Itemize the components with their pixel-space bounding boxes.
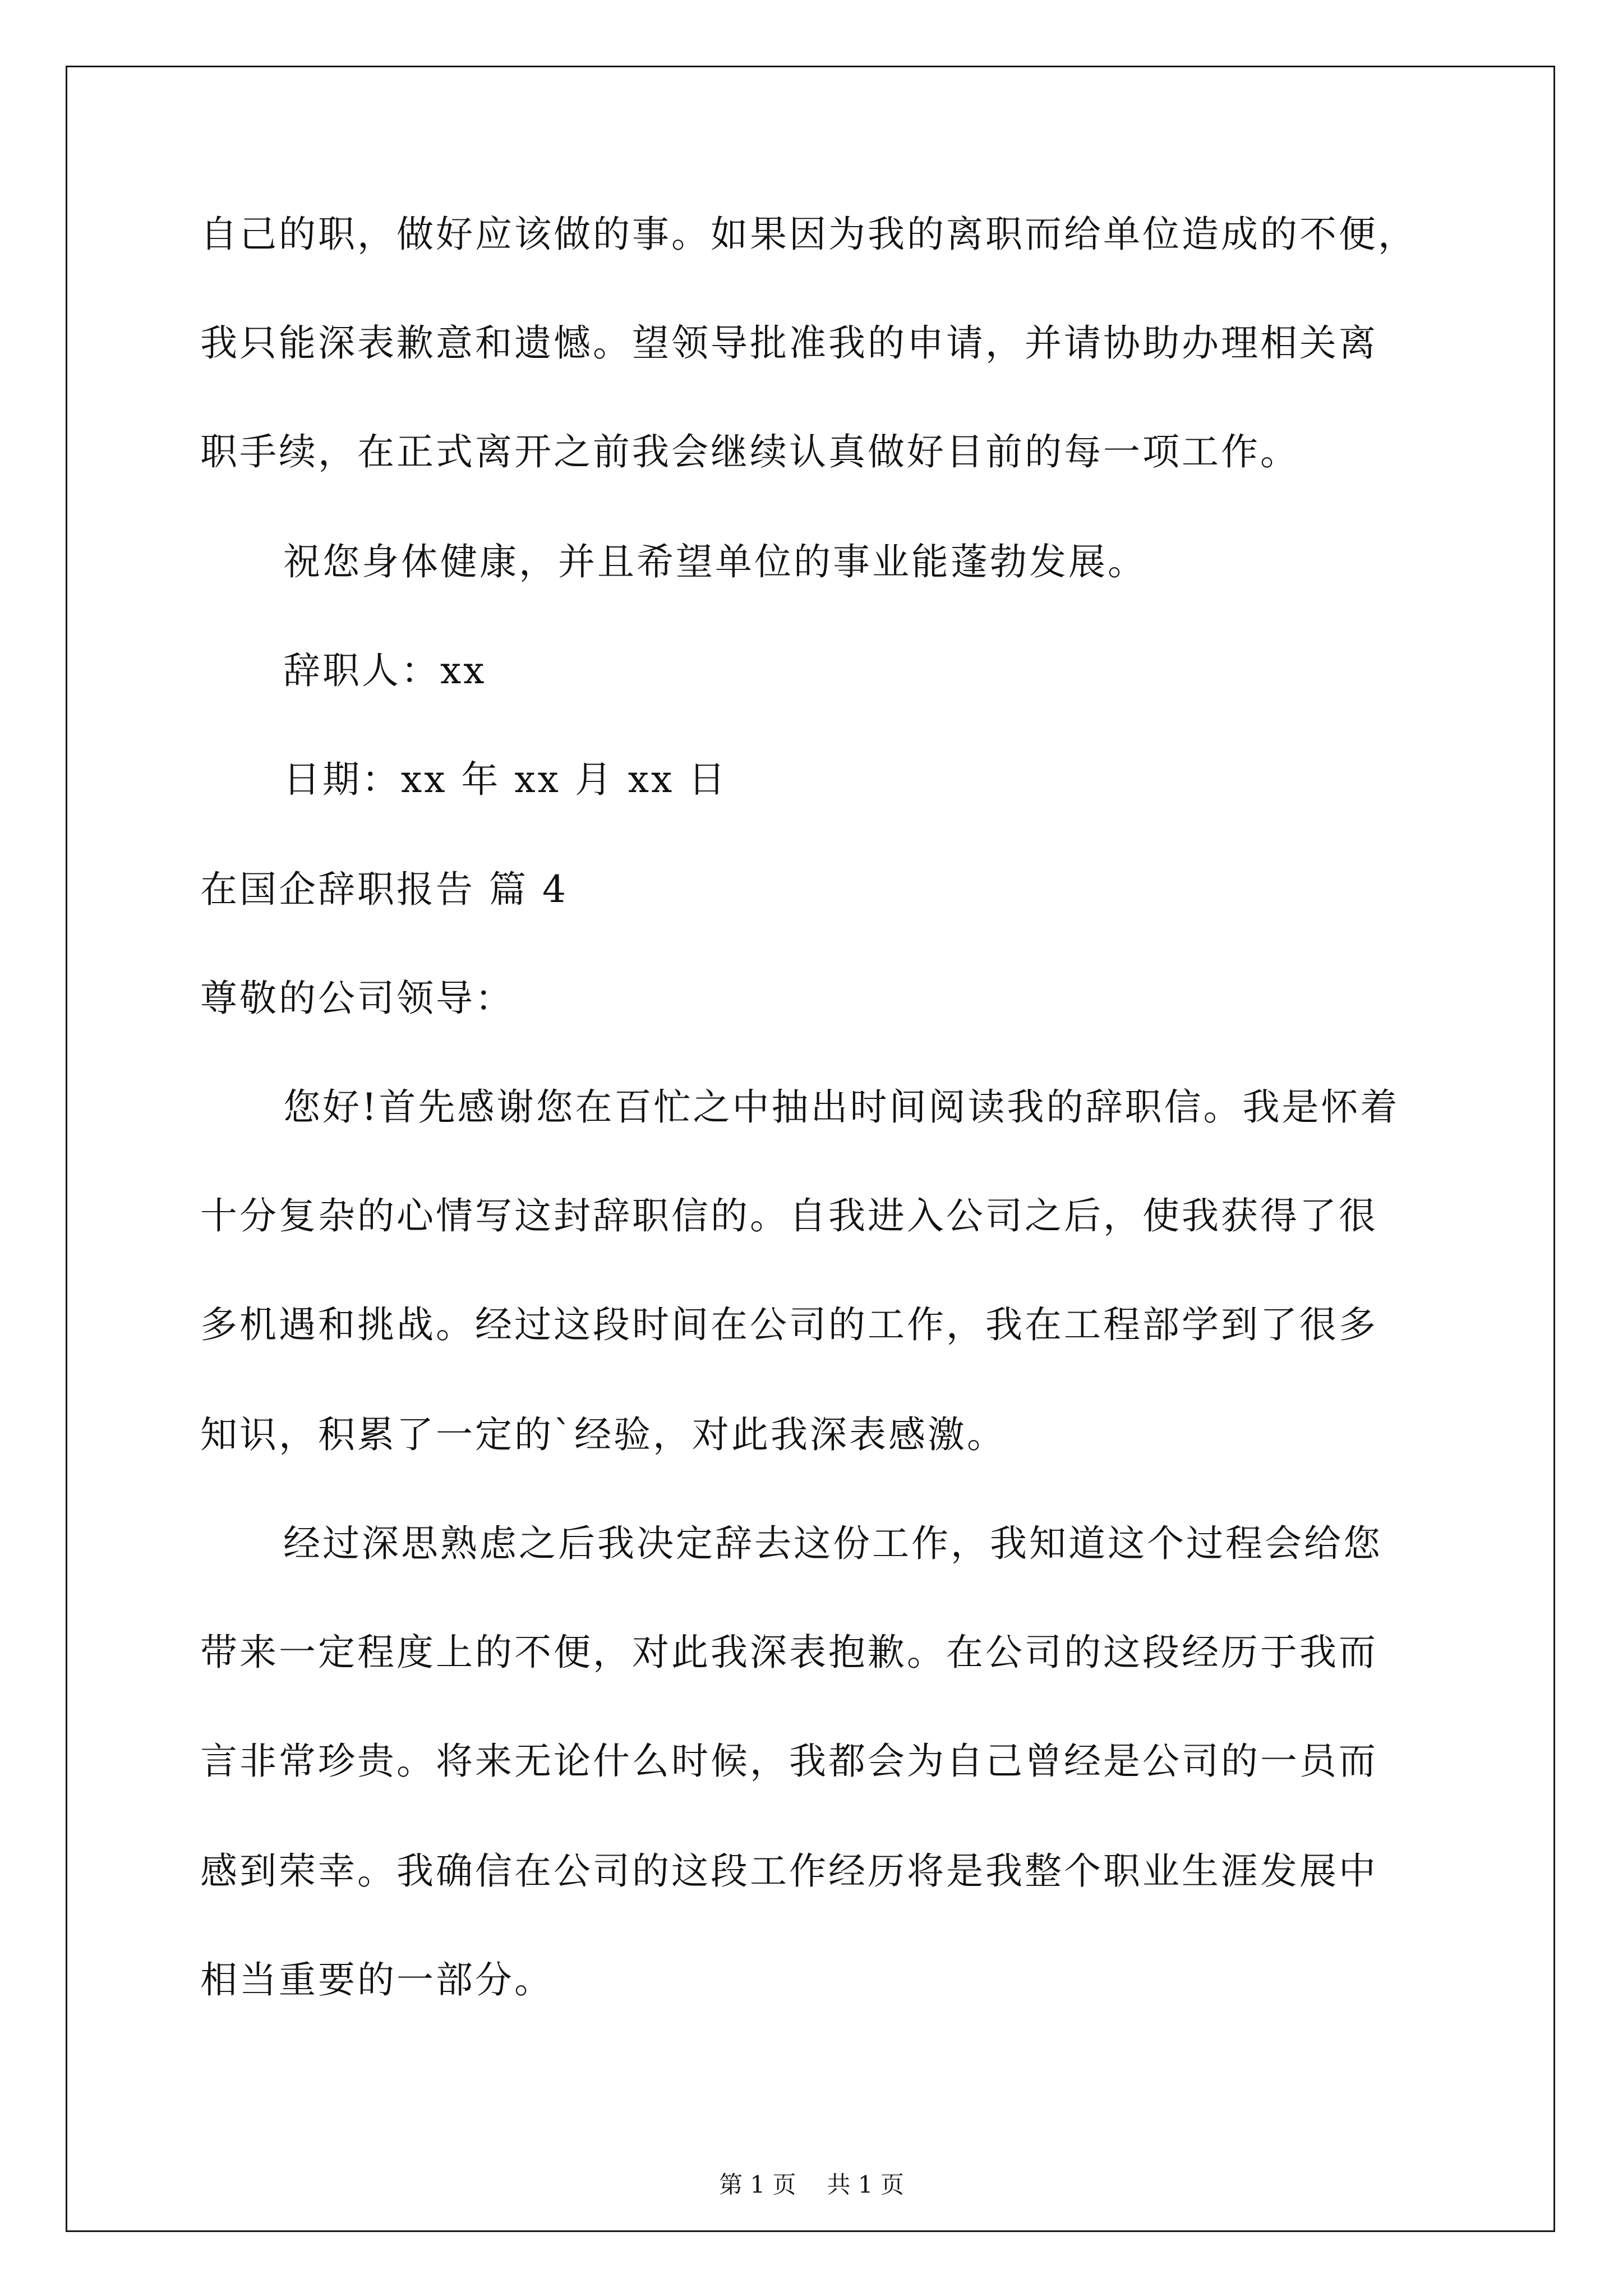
section-heading: 在国企辞职报告 篇 4 — [200, 868, 568, 911]
body-line: 经过深思熟虑之后我决定辞去这份工作，我知道这个过程会给您 — [283, 1522, 1382, 1565]
body-line: 言非常珍贵。将来无论什么时候，我都会为自己曾经是公司的一员而 — [200, 1740, 1378, 1783]
closing-wish: 祝您身体健康，并且希望单位的事业能蓬勃发展。 — [283, 540, 1147, 583]
body-line: 职手续，在正式离开之前我会继续认真做好目前的每一项工作。 — [200, 430, 1299, 473]
page-border — [66, 66, 1555, 2232]
body-line: 感到荣幸。我确信在公司的这段工作经历将是我整个职业生涯发展中 — [200, 1849, 1378, 1893]
body-line: 我只能深表歉意和遗憾。望领导批准我的申请，并请协助办理相关离 — [200, 321, 1378, 365]
body-line: 十分复杂的心情写这封辞职信的。自我进入公司之后，使我获得了很 — [200, 1194, 1378, 1237]
page-number: 第 1 页 — [719, 2171, 796, 2198]
body-line: 自己的职，做好应该做的事。如果因为我的离职而给单位造成的不便， — [200, 213, 1417, 256]
body-line: 多机遇和挑战。经过这段时间在公司的工作，我在工程部学到了很多 — [200, 1303, 1378, 1346]
signer-line: 辞职人：xx — [283, 649, 487, 692]
page-footer — [0, 2171, 1623, 2199]
body-line: 相当重要的一部分。 — [200, 1958, 554, 2001]
salutation: 尊敬的公司领导： — [200, 977, 514, 1020]
body-line: 带来一定程度上的不便，对此我深表抱歉。在公司的这段经历于我而 — [200, 1631, 1378, 1674]
page-total: 共 1 页 — [827, 2171, 904, 2198]
date-line: 日期：xx 年 xx 月 xx 日 — [283, 758, 728, 801]
body-line: 知识，积累了一定的`经验，对此我深表感激。 — [200, 1413, 1006, 1456]
body-line: 您好!首先感谢您在百忙之中抽出时间阅读我的辞职信。我是怀着 — [283, 1085, 1400, 1129]
